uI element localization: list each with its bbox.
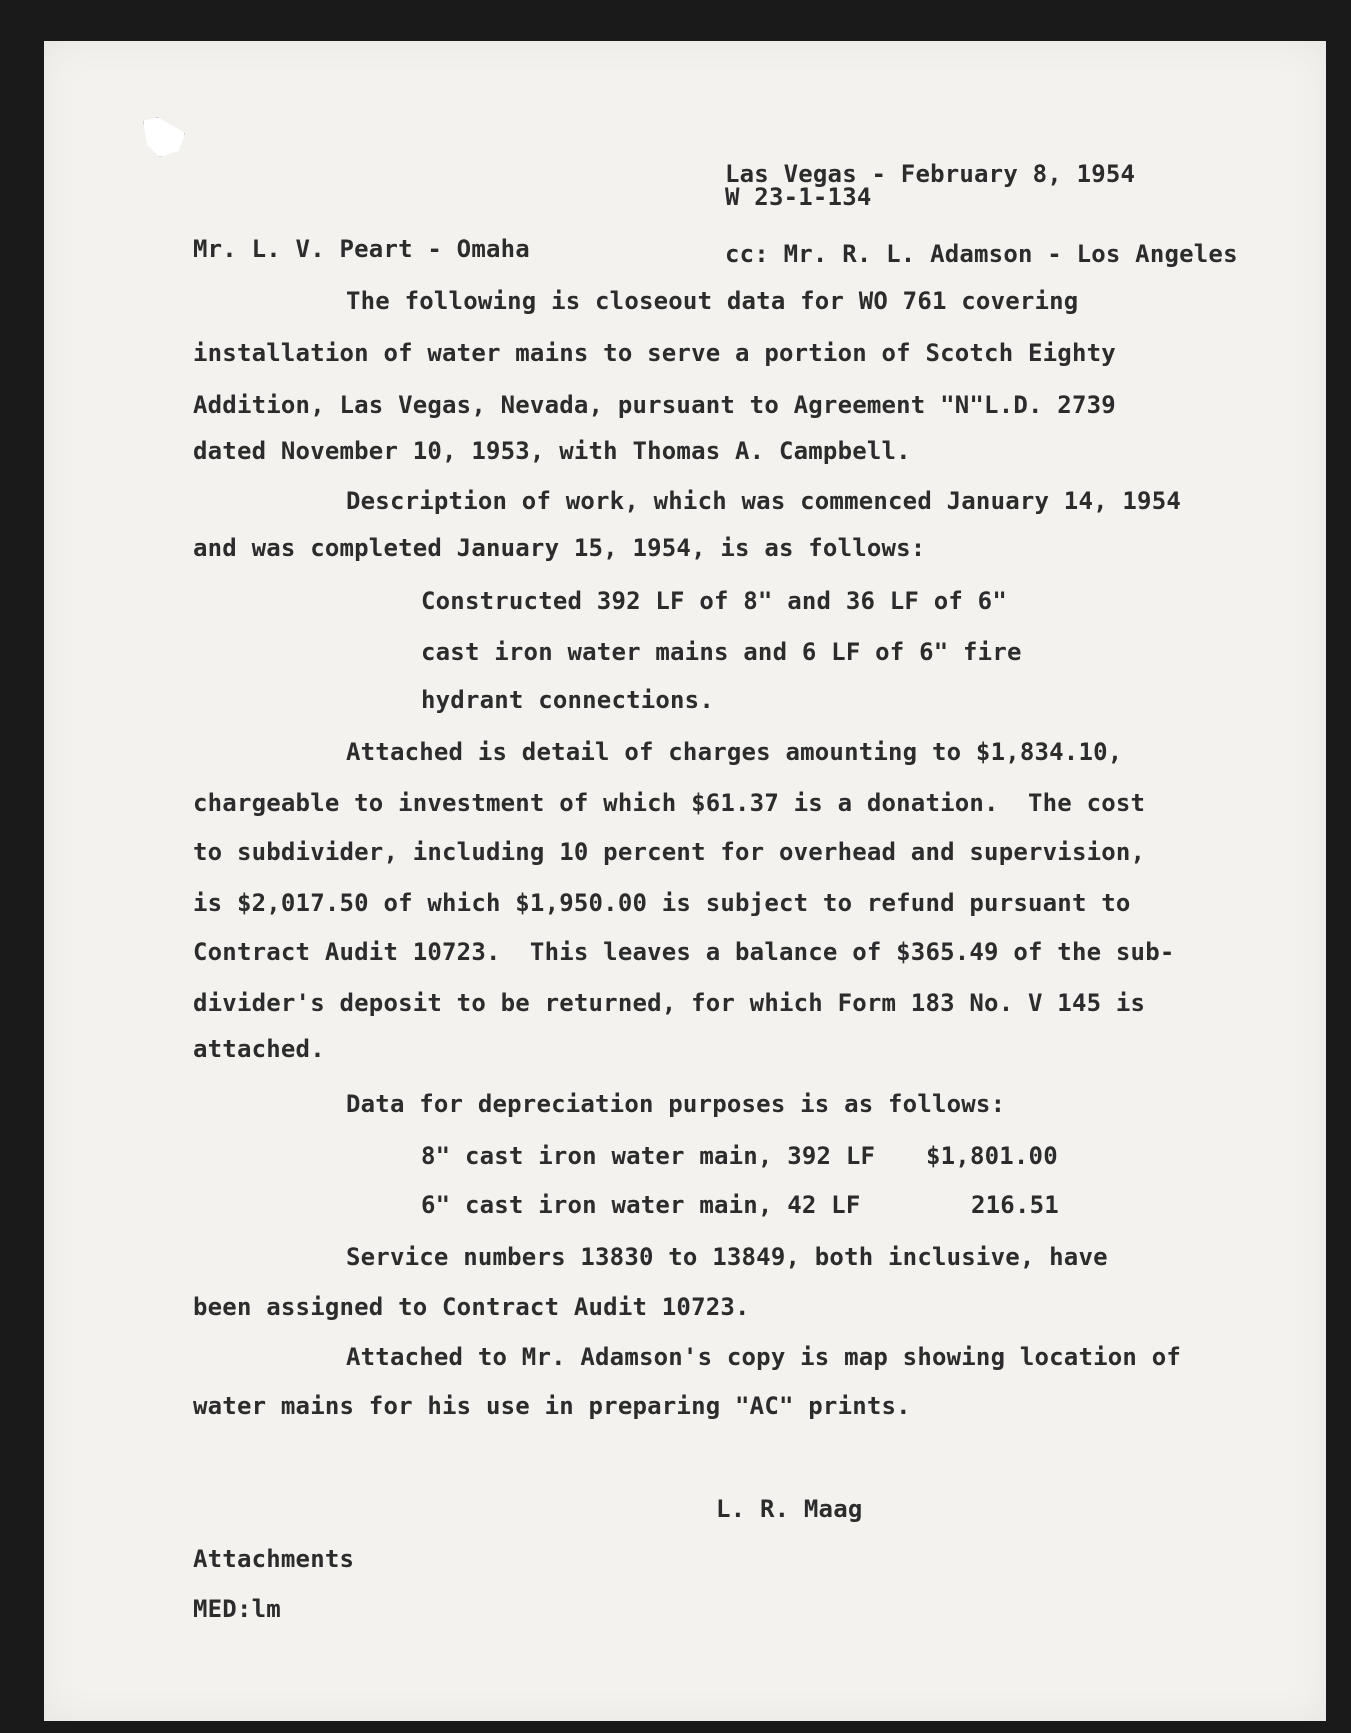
body-line: Attached is detail of charges amounting to $1,834.10, bbox=[346, 738, 1123, 766]
place-date: Las Vegas - February 8, 1954 bbox=[725, 160, 1136, 188]
work-description-line: cast iron water mains and 6 LF of 6" fire bbox=[421, 638, 1022, 666]
body-line: Addition, Las Vegas, Nevada, pursuant to Agreement "N"L.D. 2739 bbox=[193, 391, 1116, 419]
body-line: installation of water mains to serve a portion of Scotch Eighty bbox=[193, 339, 1116, 367]
depreciation-item: 6" cast iron water main, 42 LF bbox=[421, 1191, 861, 1219]
depreciation-amount: 216.51 bbox=[971, 1191, 1059, 1219]
file-reference: W 23-1-134 bbox=[725, 183, 872, 211]
closing-line: been assigned to Contract Audit 10723. bbox=[193, 1293, 750, 1321]
closing-line: Service numbers 13830 to 13849, both inclusive, have bbox=[346, 1243, 1108, 1271]
signature: L. R. Maag bbox=[716, 1495, 863, 1523]
attachments-label: Attachments bbox=[193, 1545, 355, 1573]
body-line: Data for depreciation purposes is as follows: bbox=[346, 1090, 1006, 1118]
depreciation-item: 8" cast iron water main, 392 LF bbox=[421, 1142, 876, 1170]
body-line: to subdivider, including 10 percent for overhead and supervision, bbox=[193, 838, 1146, 866]
body-line: is $2,017.50 of which $1,950.00 is subject to refund pursuant to bbox=[193, 889, 1131, 917]
body-line: The following is closeout data for WO 761 covering bbox=[346, 287, 1079, 315]
body-line: and was completed January 15, 1954, is as follows: bbox=[193, 534, 926, 562]
body-line: dated November 10, 1953, with Thomas A. Campbell. bbox=[193, 437, 911, 465]
closing-line: Attached to Mr. Adamson's copy is map showing location of bbox=[346, 1343, 1182, 1371]
work-description-line: hydrant connections. bbox=[421, 686, 714, 714]
depreciation-amount: $1,801.00 bbox=[926, 1142, 1058, 1170]
body-line: Description of work, which was commenced January 14, 1954 bbox=[346, 487, 1182, 515]
body-line: Contract Audit 10723. This leaves a balance of $365.49 of the sub- bbox=[193, 938, 1175, 966]
body-line: divider's deposit to be returned, for which Form 183 No. V 145 is bbox=[193, 989, 1146, 1017]
typist-initials: MED:lm bbox=[193, 1595, 281, 1623]
cc-line: cc: Mr. R. L. Adamson - Los Angeles bbox=[725, 240, 1238, 268]
addressee: Mr. L. V. Peart - Omaha bbox=[193, 235, 530, 263]
body-line: attached. bbox=[193, 1035, 325, 1063]
body-line: chargeable to investment of which $61.37 is a donation. The cost bbox=[193, 789, 1146, 817]
work-description-line: Constructed 392 LF of 8" and 36 LF of 6" bbox=[421, 587, 1007, 615]
closing-line: water mains for his use in preparing "AC" prints. bbox=[193, 1392, 911, 1420]
